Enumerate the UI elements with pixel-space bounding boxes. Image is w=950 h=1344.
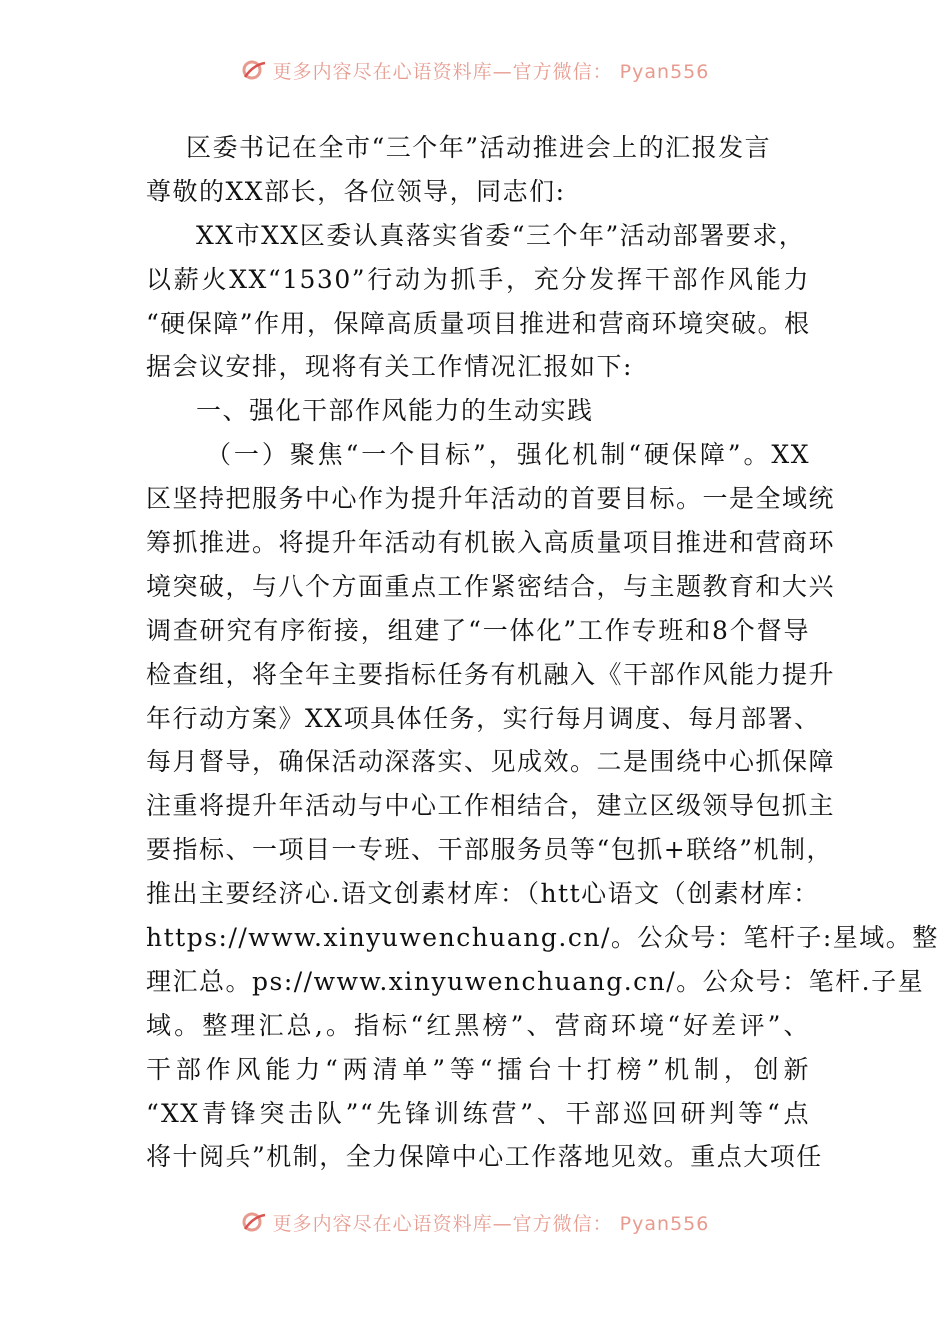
paragraph-line: 据会议安排，现将有关工作情况汇报如下:: [146, 352, 633, 382]
watermark-footer: [0, 1208, 950, 1236]
paragraph-line: 域。整理汇总,。指标“红黑榜”、营商环境“好差评”、: [146, 1010, 810, 1040]
paragraph-line: https://www.xinyuwenchuang.cn/。公众号：笔杆子:星域。整: [146, 923, 939, 953]
watermark-header: [0, 56, 950, 84]
paragraph-line: 干部作风能力“两清单”等“擂台十打榜”机制，创新: [146, 1054, 810, 1084]
paragraph-line: 理汇总。ps://www.xinyuwenchuang.cn/。公众号：笔杆.子星: [146, 966, 925, 996]
paragraph-line: 调查研究有序衔接，组建了“一体化”工作专班和8个督导: [146, 615, 810, 645]
paragraph-line: 区坚持把服务中心作为提升年活动的首要目标。一是全域统: [146, 484, 836, 514]
paragraph-line: 检查组，将全年主要指标任务有机融入《干部作风能力提升: [146, 659, 836, 689]
watermark-text: 更多内容尽在心语资料库—官方微信： Pyan556: [272, 60, 710, 83]
logo-icon: [241, 59, 267, 81]
document-title: 区委书记在全市“三个年”活动推进会上的汇报发言: [186, 133, 772, 162]
paragraph-line: 将十阅兵”机制，全力保障中心工作落地见效。重点大项任: [146, 1142, 823, 1172]
logo-icon: [241, 1211, 267, 1233]
paragraph-line: 要指标、一项目一专班、干部服务员等“包抓+联络”机制，: [146, 835, 834, 865]
paragraph-line: 以薪火XX“1530”行动为抓手，充分发挥干部作风能力: [146, 264, 810, 294]
paragraph-line: XX市XX区委认真落实省委“三个年”活动部署要求，: [196, 220, 806, 250]
paragraph-line: 境突破，与八个方面重点工作紧密结合，与主题教育和大兴: [146, 571, 836, 601]
paragraph-line: 筹抓推进。将提升年活动有机嵌入高质量项目推进和营商环: [146, 528, 836, 558]
paragraph-line: “硬保障”作用，保障高质量项目推进和营商环境突破。根: [146, 308, 811, 338]
paragraph-line: 推出主要经济心.语文创素材库：（htt心语文（创素材库：: [146, 879, 820, 909]
paragraph-line: “XX青锋突击队”“先锋训练营”、干部巡回研判等“点: [146, 1098, 810, 1128]
document-body: [146, 126, 939, 1179]
subsection-heading: （一）聚焦“一个目标”，强化机制“硬保障”。XX: [206, 440, 810, 470]
salutation: 尊敬的XX部长，各位领导，同志们:: [146, 176, 566, 206]
paragraph-line: 年行动方案》XX项具体任务，实行每月调度、每月部署、: [146, 703, 821, 733]
section-heading: 一、强化干部作风能力的生动实践: [196, 396, 594, 426]
paragraph-line: 注重将提升年活动与中心工作相结合，建立区级领导包抓主: [146, 791, 836, 821]
paragraph-line: 每月督导，确保活动深落实、见成效。二是围绕中心抓保障: [146, 747, 836, 777]
watermark-text: 更多内容尽在心语资料库—官方微信： Pyan556: [272, 1212, 710, 1235]
